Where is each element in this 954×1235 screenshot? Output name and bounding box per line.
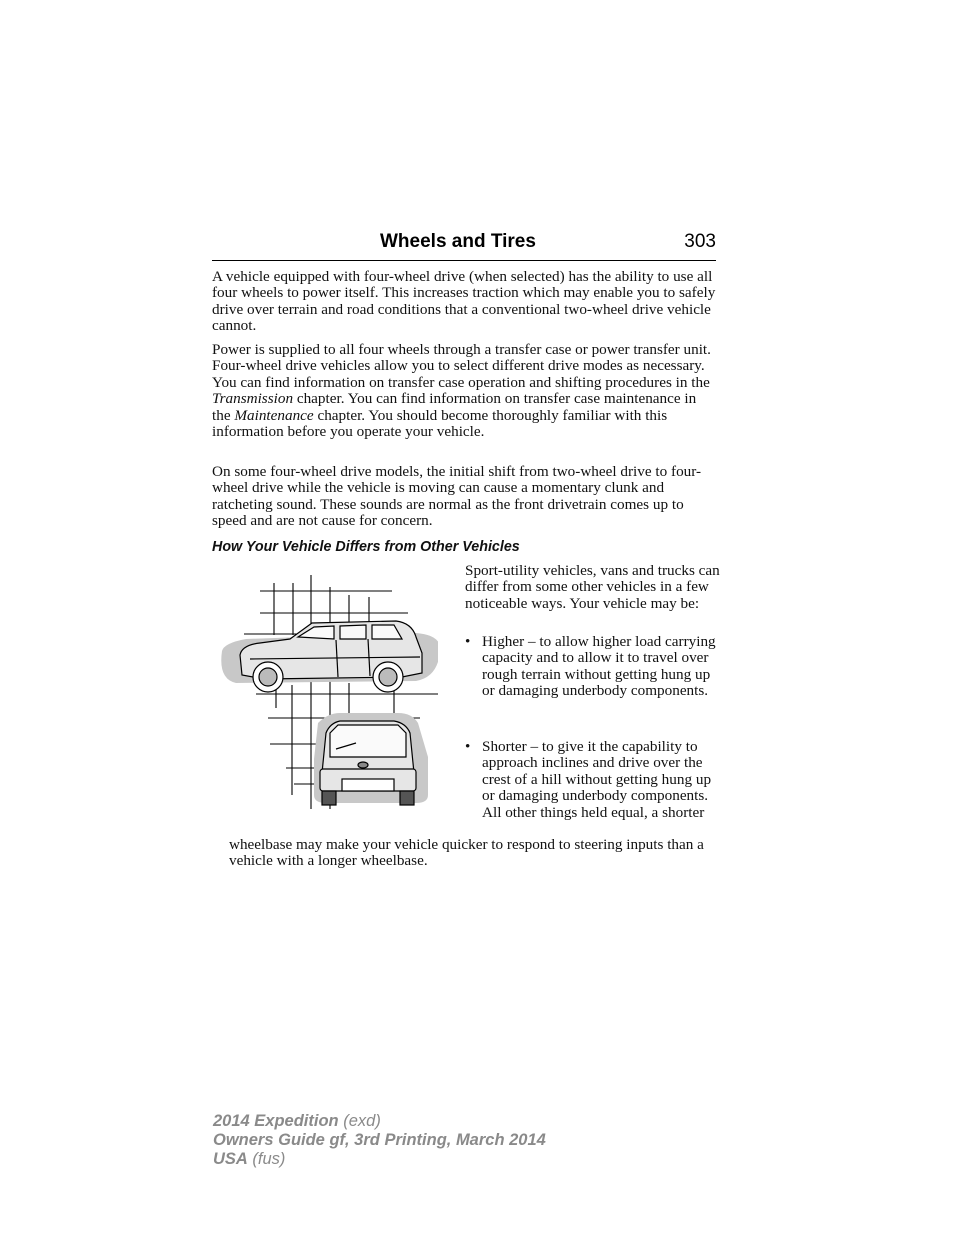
footer-market-code: (fus) <box>247 1150 286 1168</box>
bullet-text: Shorter – to give it the capability to approach inclines and drive over the crest of a hill without getting hung up or damaging underbody components. All other things held equal, a shorter <box>482 738 712 821</box>
paragraph-four-wheel-drive: A vehicle equipped with four-wheel drive (when selected) has the ability to use all four wheels to power itself. This increases traction which may enable you to safely drive over terrain and road conditions that a conventional two-wheel drive vehicle cannot. <box>212 268 716 335</box>
paragraph-text: Power is supplied to all four wheels through a transfer case or power transfer unit. Four-wheel drive vehicles allow you to select different drive modes as necessary. You can find information on transfer case operation and shifting procedures in the <box>212 341 711 391</box>
chapter-title: Wheels and Tires <box>380 231 536 252</box>
footer-market: USA <box>213 1150 248 1168</box>
footer-line-market <box>213 1150 546 1169</box>
maintenance-chapter-reference: Maintenance <box>234 406 314 424</box>
bullet-marker: • <box>465 633 471 650</box>
section-heading: How Your Vehicle Differs from Other Vehicles <box>212 539 520 555</box>
footer-line-model <box>213 1112 546 1131</box>
transmission-chapter-reference: Transmission <box>212 390 294 408</box>
paragraph-text: chapter. You can find information on transfer case maintenance in the <box>212 390 697 424</box>
footer-model-code: (exd) <box>338 1112 381 1130</box>
page-footer <box>213 1112 546 1169</box>
bullet-continuation: wheelbase may make your vehicle quicker to respond to steering inputs than a vehicle with a longer wheelbase. <box>229 836 704 870</box>
page-header <box>212 228 716 261</box>
bullet-marker: • <box>465 738 471 755</box>
footer-line-printing <box>213 1131 546 1150</box>
section-intro: Sport-utility vehicles, vans and trucks can differ from some other vehicles in a few noticeable ways. Your vehicle may be: <box>465 562 720 612</box>
vehicle-dimensions-illustration <box>216 573 438 818</box>
footer-printing: Owners Guide gf, 3rd Printing, March 2014 <box>213 1131 546 1149</box>
bullet-text: Higher – to allow higher load carrying capacity and to allow it to travel over rough terrain without getting hung up or damaging underbody components. <box>482 633 716 700</box>
paragraph-transfer-case <box>212 342 718 440</box>
paragraph-text: chapter. You should become thoroughly familiar with this information before you operate your vehicle. <box>212 406 668 441</box>
footer-model: 2014 Expedition <box>213 1112 339 1130</box>
page-number: 303 <box>684 231 716 252</box>
paragraph-shift-noise: On some four-wheel drive models, the initial shift from two-wheel drive to four-wheel drive while the vehicle is moving can cause a momentary clunk and ratcheting sound. These sounds are normal as the front drivetrain comes up to speed and are not cause for concern. <box>212 463 702 530</box>
suv-grid-illustration <box>216 573 438 818</box>
